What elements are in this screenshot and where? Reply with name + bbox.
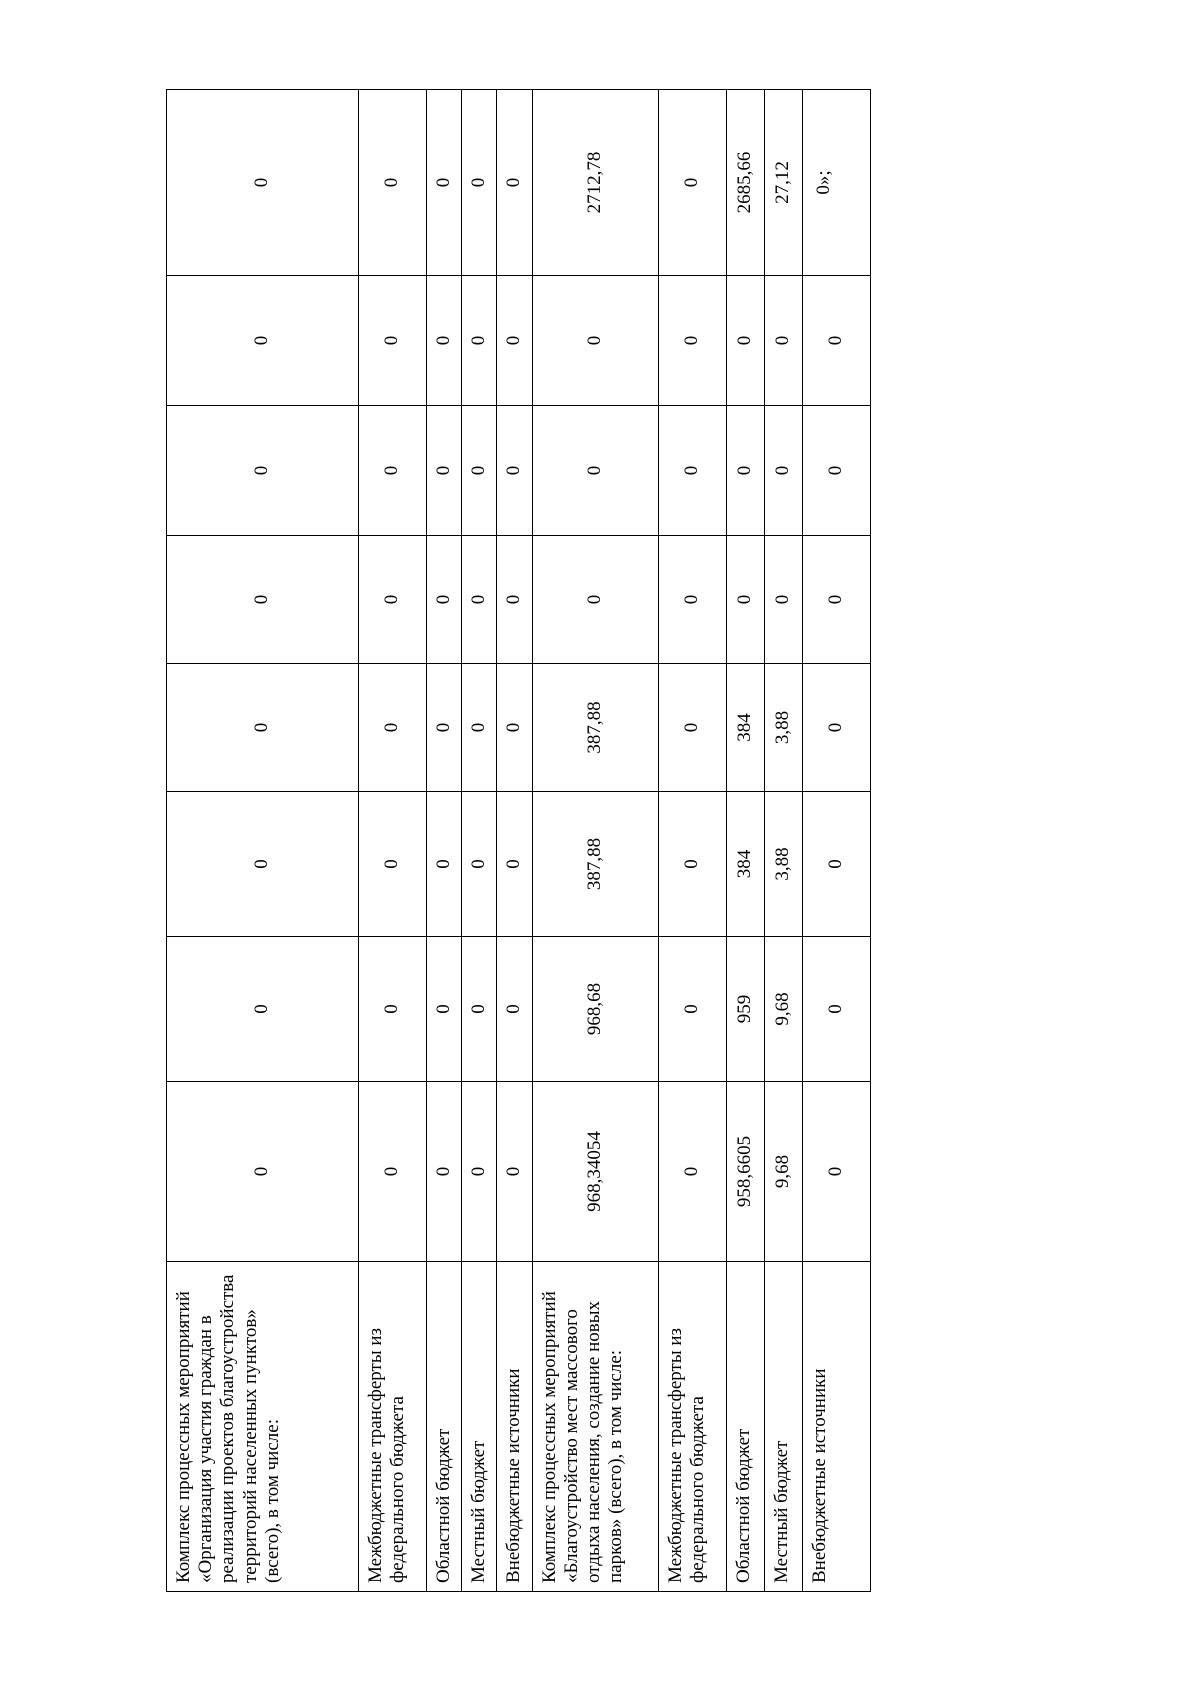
row-label: Межбюджетные трансферты из федерального бюджета bbox=[359, 1262, 427, 1592]
value-cell: 0 bbox=[167, 90, 359, 276]
value-cell: 0 bbox=[497, 664, 532, 792]
value-cell: 0 bbox=[462, 90, 497, 276]
value-cell: 0»; bbox=[802, 90, 870, 276]
value-cell: 0 bbox=[462, 536, 497, 664]
value-cell: 0 bbox=[167, 536, 359, 664]
value-cell: 0 bbox=[497, 406, 532, 536]
rotated-page bbox=[166, 90, 866, 1592]
value-cell: 0 bbox=[427, 536, 462, 664]
value-cell: 3,88 bbox=[764, 664, 802, 792]
value-cell: 0 bbox=[427, 664, 462, 792]
row-label: Областной бюджет bbox=[726, 1262, 764, 1592]
value-cell: 958,6605 bbox=[726, 1082, 764, 1262]
row-label: Местный бюджет bbox=[764, 1262, 802, 1592]
value-cell: 0 bbox=[462, 664, 497, 792]
value-cell: 0 bbox=[802, 536, 870, 664]
value-cell: 0 bbox=[167, 792, 359, 937]
value-cell: 0 bbox=[658, 406, 726, 536]
value-cell: 0 bbox=[462, 792, 497, 937]
value-cell: 0 bbox=[532, 536, 658, 664]
value-cell: 0 bbox=[726, 536, 764, 664]
table-row bbox=[167, 90, 359, 1592]
row-label: Местный бюджет bbox=[462, 1262, 497, 1592]
value-cell: 0 bbox=[532, 406, 658, 536]
value-cell: 387,88 bbox=[532, 792, 658, 937]
value-cell: 0 bbox=[658, 536, 726, 664]
value-cell: 0 bbox=[802, 664, 870, 792]
row-label: Внебюджетные источники bbox=[497, 1262, 532, 1592]
value-cell: 0 bbox=[764, 536, 802, 664]
value-cell: 0 bbox=[359, 276, 427, 406]
value-cell: 0 bbox=[359, 664, 427, 792]
value-cell: 0 bbox=[167, 937, 359, 1082]
value-cell: 0 bbox=[462, 406, 497, 536]
value-cell: 959 bbox=[726, 937, 764, 1082]
value-cell: 0 bbox=[497, 792, 532, 937]
value-cell: 0 bbox=[802, 276, 870, 406]
value-cell: 0 bbox=[658, 792, 726, 937]
value-cell: 0 bbox=[427, 1082, 462, 1262]
value-cell: 2712,78 bbox=[532, 90, 658, 276]
value-cell: 0 bbox=[427, 90, 462, 276]
value-cell: 0 bbox=[359, 792, 427, 937]
value-cell: 384 bbox=[726, 664, 764, 792]
value-cell: 0 bbox=[427, 937, 462, 1082]
row-label: Областной бюджет bbox=[427, 1262, 462, 1592]
value-cell: 9,68 bbox=[764, 937, 802, 1082]
value-cell: 387,88 bbox=[532, 664, 658, 792]
value-cell: 0 bbox=[497, 276, 532, 406]
value-cell: 0 bbox=[359, 1082, 427, 1262]
value-cell: 0 bbox=[726, 276, 764, 406]
value-cell: 0 bbox=[726, 406, 764, 536]
value-cell: 968,34054 bbox=[532, 1082, 658, 1262]
value-cell: 0 bbox=[658, 937, 726, 1082]
value-cell: 0 bbox=[802, 937, 870, 1082]
table-row bbox=[359, 90, 427, 1592]
financing-table bbox=[166, 89, 871, 1592]
value-cell: 27,12 bbox=[764, 90, 802, 276]
table-row bbox=[532, 90, 658, 1592]
value-cell: 0 bbox=[427, 792, 462, 937]
value-cell: 0 bbox=[462, 1082, 497, 1262]
value-cell: 384 bbox=[726, 792, 764, 937]
value-cell: 2685,66 bbox=[726, 90, 764, 276]
row-label: Комплекс процессных мероприятий «Благоустройство мест массового отдыха населения, создание новых парков» (всего), в том числе: bbox=[532, 1262, 658, 1592]
value-cell: 3,88 bbox=[764, 792, 802, 937]
value-cell: 0 bbox=[764, 406, 802, 536]
value-cell: 0 bbox=[497, 90, 532, 276]
value-cell: 0 bbox=[802, 792, 870, 937]
value-cell: 0 bbox=[359, 90, 427, 276]
table-row bbox=[497, 90, 532, 1592]
table-row bbox=[462, 90, 497, 1592]
value-cell: 0 bbox=[167, 664, 359, 792]
row-label: Межбюджетные трансферты из федерального бюджета bbox=[658, 1262, 726, 1592]
row-label: Комплекс процессных мероприятий «Организация участия граждан в реализации проектов благоустройства территорий населенных пунктов» (всего), в том числе: bbox=[167, 1262, 359, 1592]
value-cell: 0 bbox=[802, 1082, 870, 1262]
value-cell: 968,68 bbox=[532, 937, 658, 1082]
value-cell: 0 bbox=[359, 536, 427, 664]
value-cell: 0 bbox=[167, 406, 359, 536]
value-cell: 0 bbox=[497, 536, 532, 664]
value-cell: 0 bbox=[167, 276, 359, 406]
value-cell: 0 bbox=[359, 937, 427, 1082]
value-cell: 0 bbox=[658, 276, 726, 406]
value-cell: 0 bbox=[167, 1082, 359, 1262]
table-row bbox=[764, 90, 802, 1592]
table-row bbox=[802, 90, 870, 1592]
table-row bbox=[726, 90, 764, 1592]
value-cell: 0 bbox=[764, 276, 802, 406]
value-cell: 0 bbox=[658, 90, 726, 276]
value-cell: 0 bbox=[532, 276, 658, 406]
value-cell: 0 bbox=[658, 664, 726, 792]
value-cell: 0 bbox=[658, 1082, 726, 1262]
row-label: Внебюджетные источники bbox=[802, 1262, 870, 1592]
value-cell: 0 bbox=[427, 276, 462, 406]
value-cell: 0 bbox=[427, 406, 462, 536]
value-cell: 0 bbox=[462, 276, 497, 406]
value-cell: 9,68 bbox=[764, 1082, 802, 1262]
value-cell: 0 bbox=[497, 937, 532, 1082]
value-cell: 0 bbox=[359, 406, 427, 536]
value-cell: 0 bbox=[497, 1082, 532, 1262]
value-cell: 0 bbox=[802, 406, 870, 536]
table-row bbox=[427, 90, 462, 1592]
value-cell: 0 bbox=[462, 937, 497, 1082]
table-row bbox=[658, 90, 726, 1592]
